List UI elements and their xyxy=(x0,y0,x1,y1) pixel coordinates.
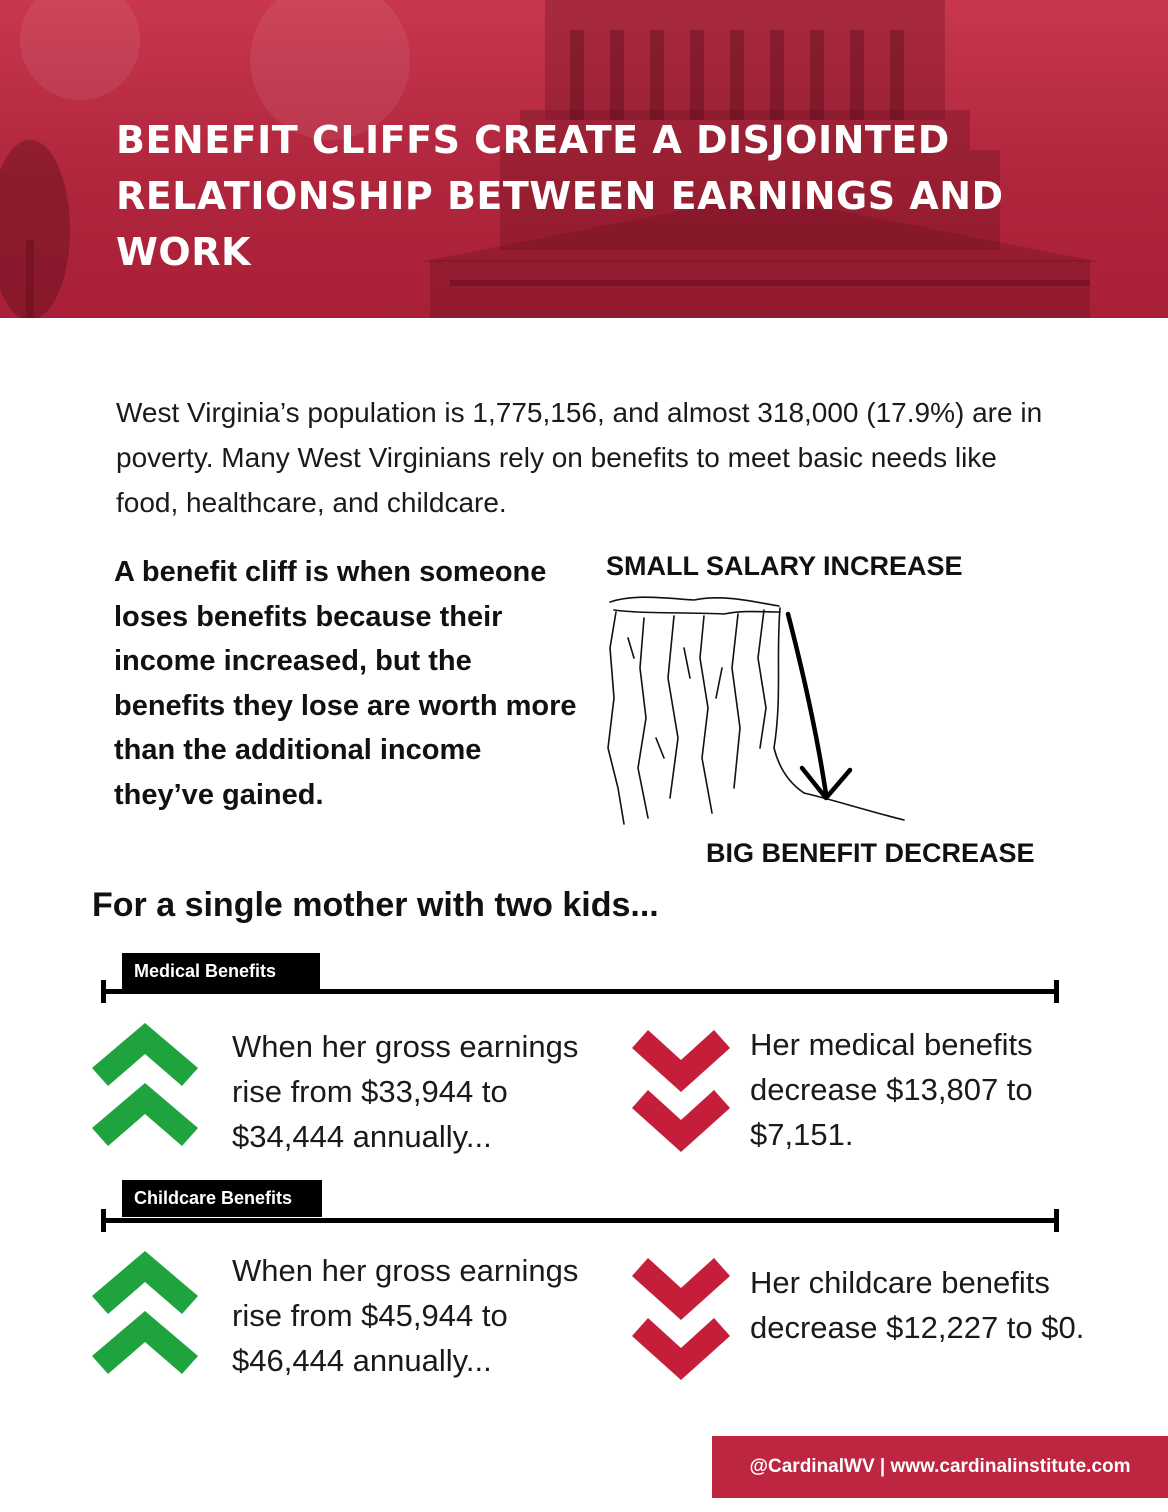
page-title: BENEFIT CLIFFS CREATE A DISJOINTED RELATIONSHIP BETWEEN EARNINGS AND WORK xyxy=(116,118,1004,274)
benefit-cliff-definition: A benefit cliff is when someone loses benefits because their income increased, but the benefits they lose are worth more than the additional income they’ve gained. xyxy=(114,556,577,811)
medical-earnings-text: When her gross earnings rise from $33,944 to $34,444 annually... xyxy=(232,1029,579,1154)
childcare-earnings-text: When her gross earnings rise from $45,944 to $46,444 annually... xyxy=(232,1253,579,1378)
header-banner xyxy=(0,0,1168,318)
medical-benefits-tab: Medical Benefits xyxy=(122,953,320,990)
section-divider xyxy=(101,989,1059,994)
footer-social-links[interactable]: @CardinalWV | www.cardinalinstitute.com xyxy=(712,1436,1168,1498)
cliff-top-label: SMALL SALARY INCREASE xyxy=(606,551,963,581)
section-divider xyxy=(101,1218,1059,1223)
childcare-benefit-text: Her childcare benefits decrease $12,227 to $0. xyxy=(750,1265,1085,1345)
double-chevron-up-icon xyxy=(92,1023,198,1149)
double-chevron-up-icon xyxy=(92,1251,198,1377)
childcare-benefits-tab: Childcare Benefits xyxy=(122,1180,322,1217)
cliff-bottom-label: BIG BENEFIT DECREASE xyxy=(706,838,1035,868)
double-chevron-down-icon xyxy=(632,1030,730,1152)
double-chevron-down-icon xyxy=(632,1258,730,1380)
scenario-heading: For a single mother with two kids... xyxy=(92,886,659,924)
cliff-illustration xyxy=(604,588,924,828)
medical-benefit-text: Her medical benefits decrease $13,807 to $7,151. xyxy=(750,1027,1033,1152)
intro-paragraph: West Virginia’s population is 1,775,156, and almost 318,000 (17.9%) are in poverty. Many West Virginians rely on benefits to meet basic needs like food, healthcare, and childcare. xyxy=(116,397,1043,518)
